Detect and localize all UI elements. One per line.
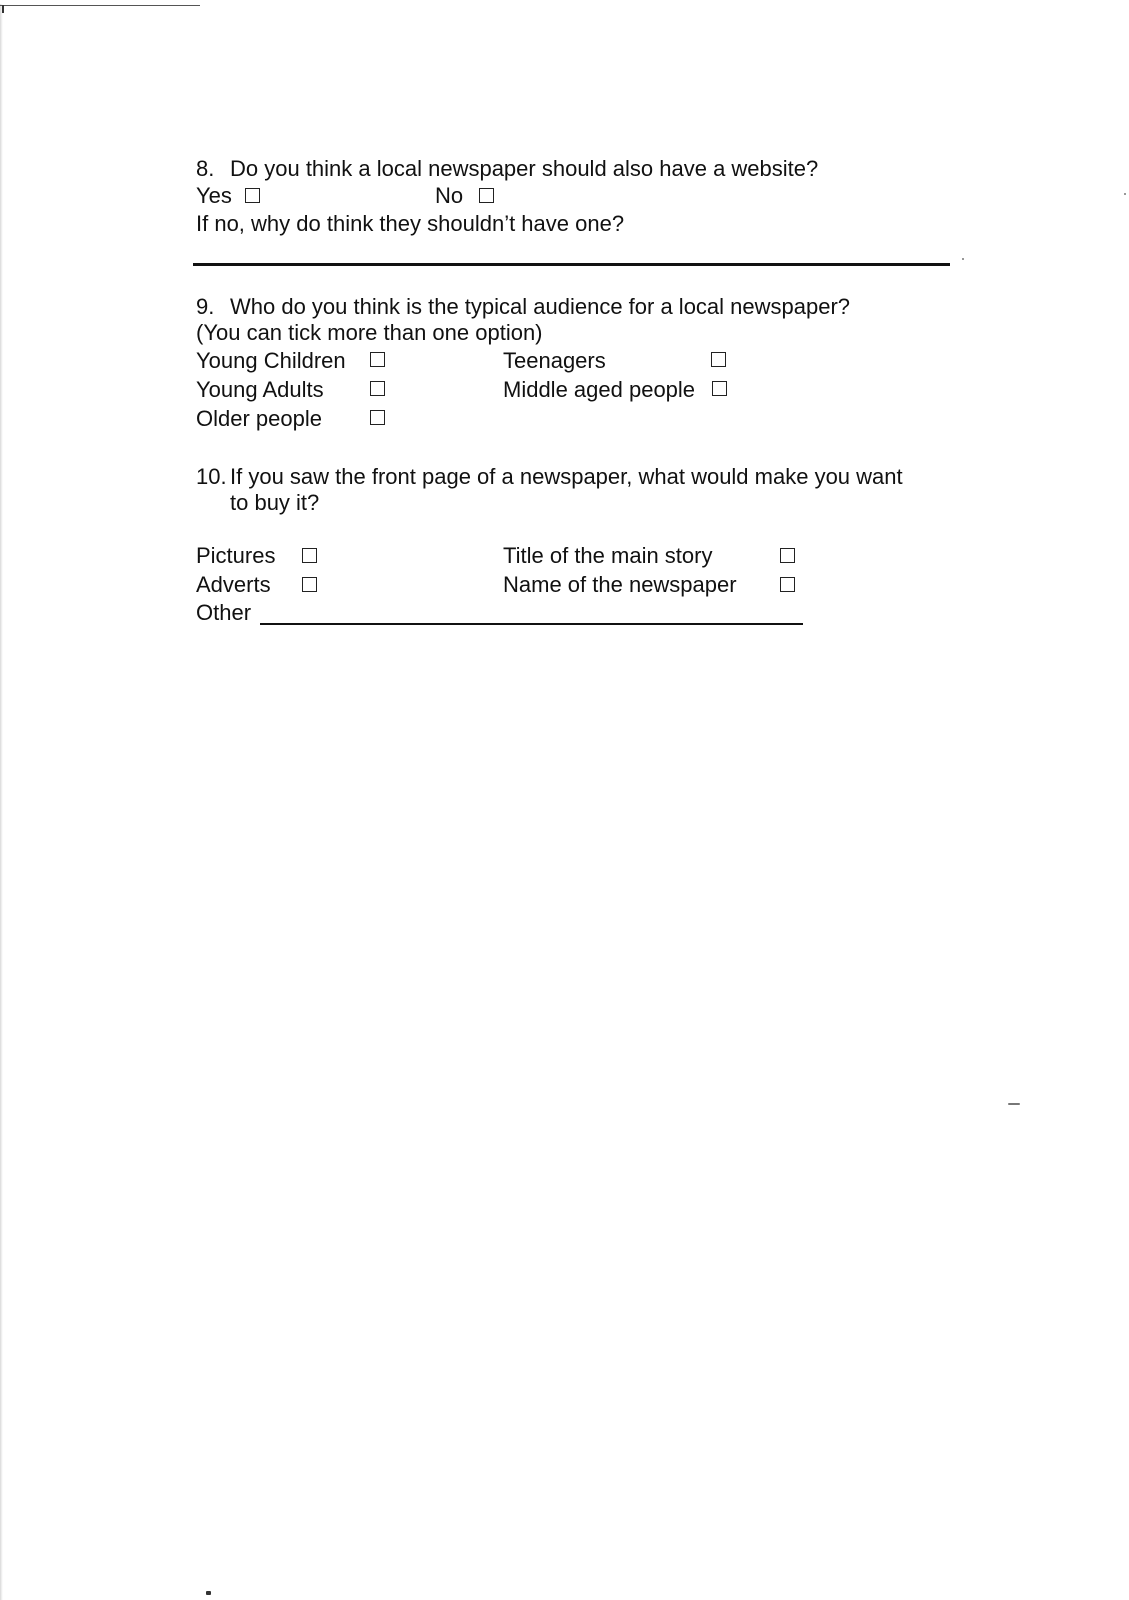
- option-yes-label: Yes: [196, 183, 232, 208]
- q8-followup-text: If no, why do think they shouldn’t have one?: [196, 211, 625, 236]
- option-teenagers-label: Teenagers: [503, 348, 606, 373]
- scan-speck: [1008, 1103, 1020, 1105]
- question-number: 10.: [196, 464, 227, 489]
- option-title-main-story-label: Title of the main story: [503, 543, 713, 568]
- scan-edge: [0, 4, 3, 1600]
- option-adverts-checkbox[interactable]: [302, 577, 317, 592]
- option-middle-aged-label: Middle aged people: [503, 377, 696, 402]
- q8-answer-line[interactable]: [193, 263, 950, 266]
- question-text: If you saw the front page of a newspaper, what would make you want: [230, 464, 903, 489]
- option-young-children-label: Young Children: [196, 348, 346, 373]
- scan-speck: [1124, 193, 1126, 195]
- option-adverts-label: Adverts: [196, 572, 271, 597]
- question-10: [196, 463, 903, 490]
- option-pictures-checkbox[interactable]: [302, 548, 317, 563]
- option-other-label: Other: [196, 600, 252, 625]
- option-no-label: No: [435, 183, 464, 208]
- option-title-main-story-checkbox[interactable]: [780, 548, 795, 563]
- question-text: Do you think a local newspaper should also have a website?: [230, 156, 819, 181]
- option-no-checkbox[interactable]: [479, 188, 494, 203]
- option-teenagers-checkbox[interactable]: [711, 352, 726, 367]
- question-9: [196, 293, 850, 320]
- option-pictures-label: Pictures: [196, 543, 276, 568]
- scan-speck: [206, 1591, 211, 1595]
- option-other-answer-line[interactable]: [260, 623, 803, 625]
- scan-speck: [962, 258, 964, 260]
- option-middle-aged-checkbox[interactable]: [712, 381, 727, 396]
- option-young-adults-label: Young Adults: [196, 377, 324, 402]
- option-yes-checkbox[interactable]: [245, 188, 260, 203]
- question-text: Who do you think is the typical audience for a local newspaper?: [230, 294, 851, 319]
- option-name-newspaper-label: Name of the newspaper: [503, 572, 737, 597]
- option-older-people-checkbox[interactable]: [370, 410, 385, 425]
- q9-note: (You can tick more than one option): [196, 320, 543, 345]
- scan-top-line: [0, 5, 200, 6]
- question-8: [196, 155, 818, 182]
- question-text-continued: to buy it?: [230, 490, 320, 515]
- question-number: 8.: [196, 156, 215, 181]
- option-young-children-checkbox[interactable]: [370, 352, 385, 367]
- option-name-newspaper-checkbox[interactable]: [780, 577, 795, 592]
- question-number: 9.: [196, 294, 215, 319]
- option-young-adults-checkbox[interactable]: [370, 381, 385, 396]
- option-older-people-label: Older people: [196, 406, 322, 431]
- scan-top-corner: [2, 5, 4, 13]
